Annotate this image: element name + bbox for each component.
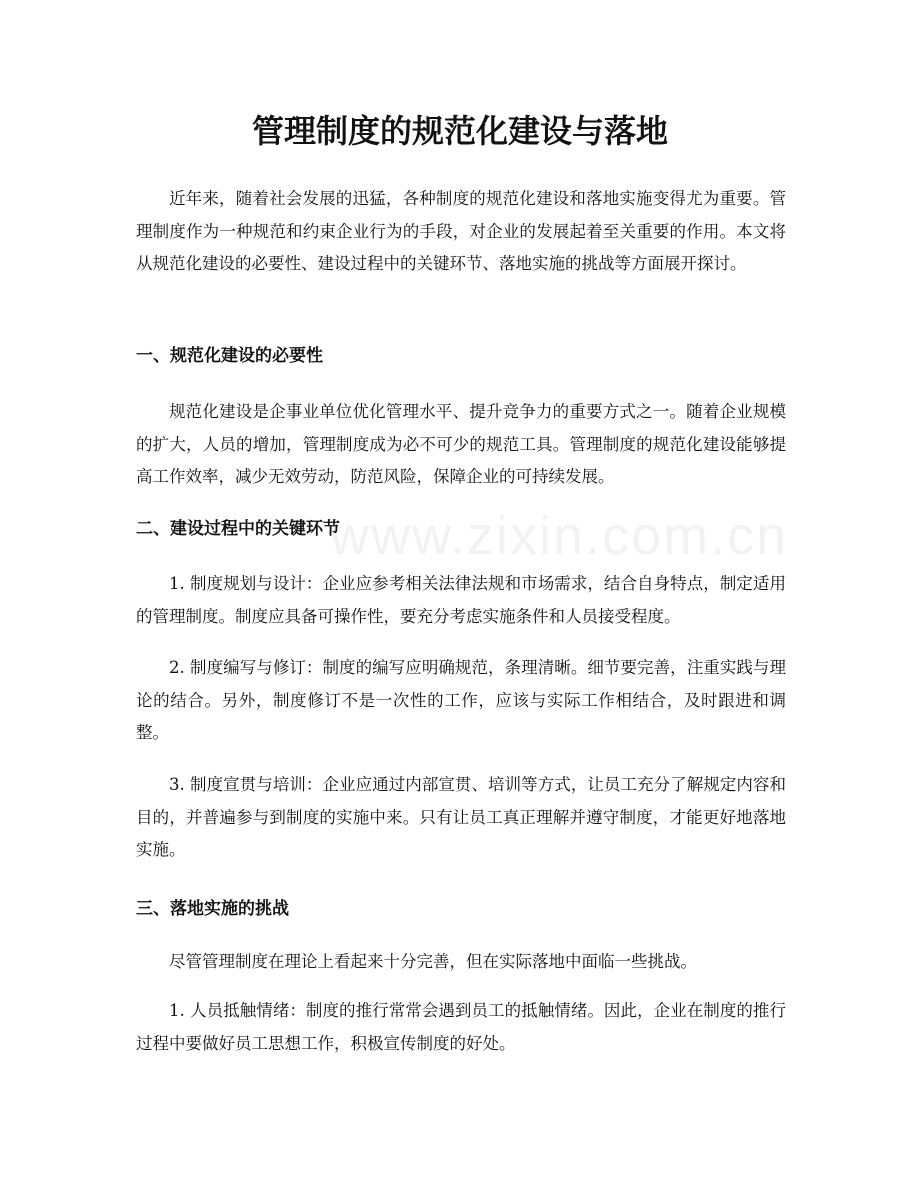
section-2-item-1: 1. 制度规划与设计：企业应参考相关法律法规和市场需求，结合自身特点，制定适用的管理制度。制度应具备可操作性，要充分考虑实施条件和人员接受程度。: [136, 574, 786, 626]
section-3-heading: 三、落地实施的挑战: [136, 899, 289, 919]
section-2-item-2: 2. 制度编写与修订：制度的编写应明确规范，条理清晰。细节要完善，注重实践与理论的结合。另外，制度修订不是一次性的工作，应该与实际工作相结合，及时跟进和调整。: [136, 658, 786, 742]
section-2-item-3: 3. 制度宣贯与培训：企业应通过内部宣贯、培训等方式，让员工充分了解规定内容和目的，并普遍参与到制度的实施中来。只有让员工真正理解并遵守制度，才能更好地落地实施。: [136, 775, 786, 859]
section-3-paragraph-1: 尽管管理制度在理论上看起来十分完善，但在实际落地中面临一些挑战。: [169, 952, 697, 971]
watermark: www.zixin.com.cn: [330, 506, 789, 566]
section-2-heading: 二、建设过程中的关键环节: [136, 519, 340, 539]
intro-paragraph: 近年来，随着社会发展的迅猛，各种制度的规范化建设和落地实施变得尤为重要。管理制度作为一种规范和约束企业行为的手段，对企业的发展起着至关重要的作用。本文将从规范化建设的必要性、建设过程中的关键环节、落地实施的挑战等方面展开探讨。: [136, 189, 786, 273]
section-1-heading: 一、规范化建设的必要性: [136, 346, 323, 366]
document-title: 管理制度的规范化建设与落地: [251, 112, 668, 150]
section-1-paragraph-1: 规范化建设是企事业单位优化管理水平、提升竞争力的重要方式之一。随着企业规模的扩大，人员的增加，管理制度成为必不可少的规范工具。管理制度的规范化建设能够提高工作效率，减少无效劳动，防范风险，保障企业的可持续发展。: [136, 402, 786, 486]
section-3-item-1: 1. 人员抵触情绪：制度的推行常常会遇到员工的抵触情绪。因此，企业在制度的推行过程中要做好员工思想工作，积极宣传制度的好处。: [136, 1001, 786, 1053]
